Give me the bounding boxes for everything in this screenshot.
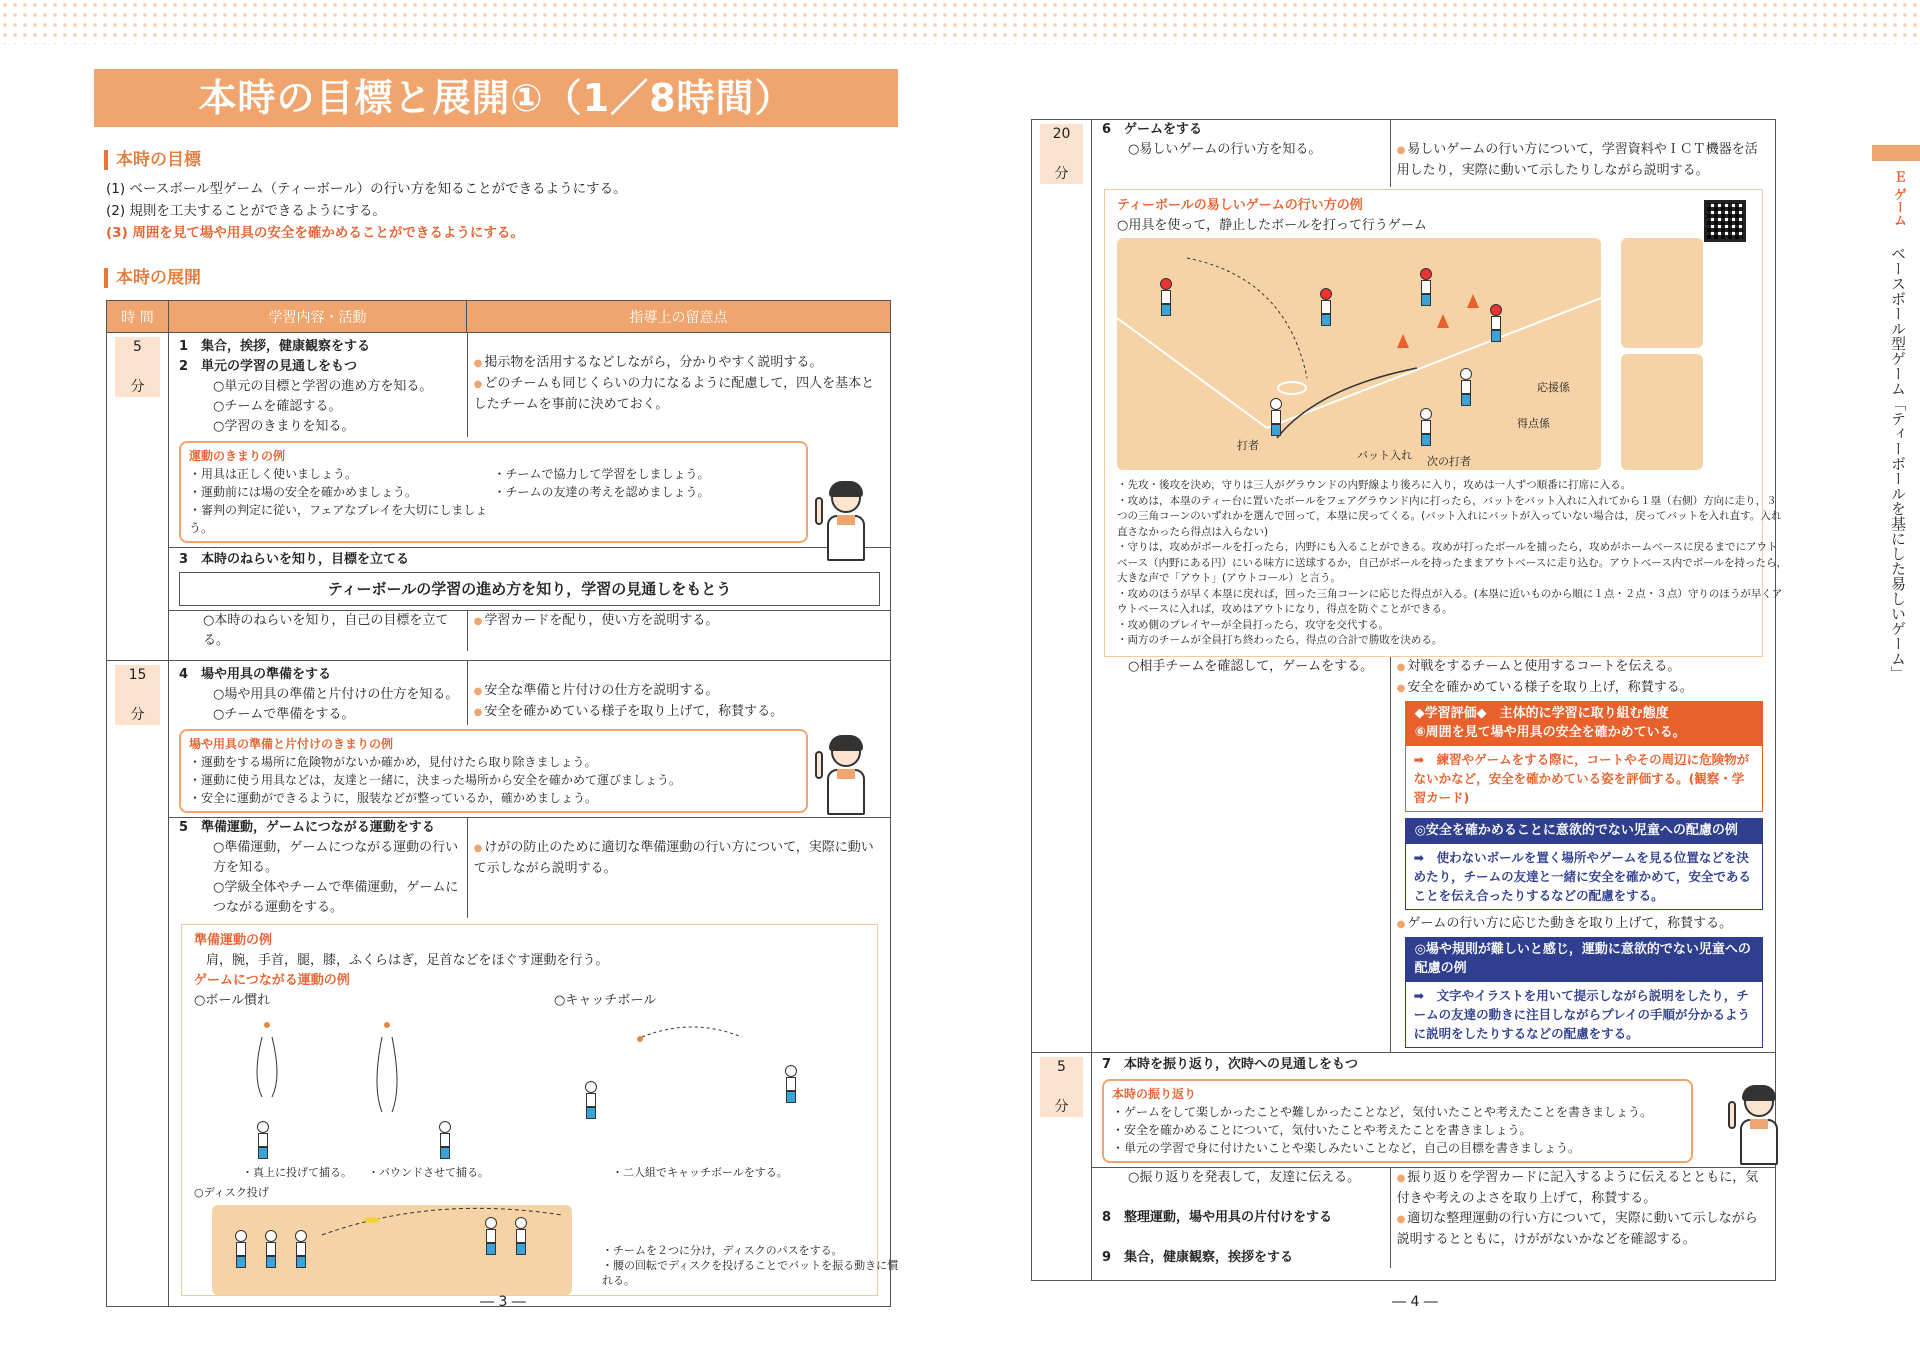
evaluation-box: ◆学習評価◆ 主体的に学習に取り組む態度 ⑥周囲を見て場や用具の安全を確かめている。 ➡ 練習やゲームをする際に，コートやその周辺に危険物がないかなど，安全を確かめている姿を評価する。(観察・学習カード)	[1405, 701, 1763, 812]
step-4: 4 場や用具の準備をする	[179, 667, 332, 682]
step-8: 8 整理運動，場や用具の片付けをする	[1102, 1210, 1333, 1225]
note-2-2: ● どのチームも同じくらいの力になるように配慮して，四人を基本としたチームを事前に決めておく。	[474, 374, 884, 415]
row-block-3: 6 ゲームをする ○易しいゲームの行い方を知る。 ● 易しいゲームの行い方について，学習資料やＩＣＴ機器を活用したり，実際に動いて示したりしながら説明する。 ティーボールの易しいゲームの行い方の例 ○用具を使って，静止したボールを打って行うゲーム 打者 バット入れ 次の打者 応援係 得点係 ・先攻・後攻を決め，守りは三人がグラウンドの内野線より後ろに入り，攻めは一人ずつ順番に打席に入る。 ・攻めは，本塁のティー台に置いたボールをフェアグラウンド内に打ったら，バットをバット入れに入れてから１塁（右側）方向に走り，３つの三角コーンのいずれかを選んで回って，本塁に戻ってくる。(バット入れにバットが入っていない場合は，戻ってバットを入れ直す。入れ直さなかったら得点は入らない) ・守りは，攻めがボールを打ったら，内野にも入ることができる。攻めが打ったボールを捕ったら，攻めがホームベースに戻るまでにアウトベース（内野にある円）にいる味方に送球するか，自己がボールを持ったままアウトベースに走り込む。アウトベース内でボールを持ったら，大きな声で「アウト」(アウトコール）と言う。 ・攻めのほうが早く本塁に戻れば，回った三角コーンに応じた得点が入る。(本塁に近いものから順に１点・２点・３点）守りのほうが早くアウトベースに入れば，攻めはアウトになり，得点を防ぐことができる。 ・攻め側のプレイヤーが全員打ったら，攻守を交代する。 ・両方のチームが全員打ち終わったら，得点の合計で勝敗を決める。 ○相手チームを確認して，ゲームをする。 ● 対戦をするチームと使用するコートを伝える。 ● 安全を確かめている様子を取り上げ，称賛する。 ◆学習評価◆ 主体的に学習に取り組む態度 ⑥周囲を見て場や用具の安全を確かめている。 ➡ 練習やゲームをする際に，コートやその周辺に危険物がないかなど，安全を確かめている姿を評価する。(観察・学習カード) ◎安全を確かめることに意欲的でない児童への配慮の例 ➡ 使わないボールを置く場所やゲームを見る位置などを決めたり，チームの友達と一緒に安全を確かめて，安全であることを伝え合ったりするなどの配慮をする。 ● ゲームの行い方に応じた動きを取り上げて，称賛する。 ◎場や規則が難しいと感じ，運動に意欲的でない児童への配慮の例 ➡ 文字やイラストを用いて提示しながら説明をしたり，チームの友達の動きに注目しながらプレイの手順が分かるように説明をしたりするなどの配慮をする。	[1092, 120, 1776, 1053]
tee-ball-game-box: ティーボールの易しいゲームの行い方の例 ○用具を使って，静止したボールを打って行うゲーム 打者 バット入れ 次の打者 応援係 得点係 ・先攻・後攻を決め，守りは三人がグラウンドの内野線より後ろに入り，攻めは一人ずつ順番に打席に入る。 ・攻めは，本塁のティー台に置いたボールをフェアグラウンド内に打ったら，バットをバット入れに入れてから１塁（右側）方向に走り，３つの三角コーンのいずれかを選んで回って，本塁に戻ってくる。(バット入れにバットが入っていない場合は，戻ってバットを入れ直す。入れ直さなかったら得点は入らない) ・守りは，攻めがボールを打ったら，内野にも入ることができる。攻めが打ったボールを捕ったら，攻めがホームベースに戻るまでにアウトベース（内野にある円）にいる味方に送球するか，自己がボールを持ったままアウトベースに走り込む。アウトベース内でボールを持ったら，大きな声で「アウト」(アウトコール）と言う。 ・攻めのほうが早く本塁に戻れば，回った三角コーンに応じた得点が入る。(本塁に近いものから順に１点・２点・３点）守りのほうが早くアウトベースに入れば，攻めはアウトになり，得点を防ぐことができる。 ・攻め側のプレイヤーが全員打ったら，攻守を交代する。 ・両方のチームが全員打ち終わったら，得点の合計で勝敗を決める。	[1104, 189, 1763, 657]
note-2-1: ● 掲示物を活用するなどしながら，分かりやすく説明する。	[474, 353, 884, 374]
qr-code-icon	[1704, 200, 1746, 242]
right-page	[960, 0, 1920, 1358]
rules-callout: 運動のきまりの例 ・用具は正しく使いましょう。 ・運動前には場の安全を確かめましょう。 ・審判の判定に従い，フェアなプレイを大切にしましょう。 ・チームで協力して学習をしましょう。 ・チームの友達の考えを認めましょう。	[179, 441, 808, 543]
step-2: 2 単元の学習の見通しをもつ	[179, 359, 358, 374]
row-block-4: 7 本時を振り返り，次時への見通しをもつ 本時の振り返り ・ゲームをして楽しかったことや難しかったことなど，気付いたことや考えたことを書きましょう。 ・安全を確かめることについて，気付いたことや考えたことを書きましょう。 ・単元の学習で身に付けたいことや楽しみたいことなど，自己の目標を書きましょう。 ○振り返りを発表して，友達に伝える。 8 整理運動，場や用具の片付けをする 9 集合，健康観察，挨拶をする ● 振り返りを学習カードに記入するように伝えるとともに，気付きや考えのよさを取り上げて，称賛する。 ● 適切な整理運動の行い方について，実際に動いて示しながら説明するとともに，けががないかなどを確認する。	[1092, 1053, 1776, 1281]
prep-callout: 場や用具の準備と片付けのきまりの例 ・運動をする場所に危険物がないか確かめ，見付けたら取り除きましょう。 ・運動に使う用具などは，友達と一緒に，決まった場所から安全を確かめて運びましょう。 ・安全に運動ができるように，服装などが整っているか，確かめましょう。	[179, 729, 808, 813]
page-title: 本時の目標と展開①（1／8時間）	[94, 69, 898, 127]
goal-1: (1) ベースボール型ゲーム（ティーボール）の行い方を知ることができるようにする。	[106, 181, 627, 197]
kid-icon	[482, 1217, 500, 1257]
disc-path	[312, 1195, 572, 1255]
time-cell-15min: 15 分	[107, 661, 169, 1307]
side-tab	[1872, 145, 1920, 161]
kid-icon	[262, 1230, 280, 1270]
goal-3: (3) 周囲を見て場や用具の安全を確かめることができるようにする。	[106, 225, 524, 241]
header-notes: 指導上の留意点	[467, 301, 891, 333]
teacher-illustration-3	[1732, 1087, 1784, 1167]
row-block-2: 4 場や用具の準備をする ○場や用具の準備と片付けの仕方を知る。 ○チームで準備をする。 ● 安全な準備と片付けの仕方を説明する。 ● 安全を確かめている様子を取り上げて，称賛する。 場や用具の準備と片付けのきまりの例 ・運動をする場所に危険物がないか確かめ，見付けたら取り除きましょう。 ・運動に使う用具などは，友達と一緒に，決まった場所から安全を確かめて運びましょう。 ・安全に運動ができるように，服装などが整っているか，確かめましょう。 5 準備運動，ゲームにつながる運動をする ○準備運動，ゲームにつながる運動の行い方を知る。 ○学級全体やチームで準備運動，ゲームにつながる運動をする。 ● けがの防止のために適切な準備運動の行い方について，実際に動いて示しながら説明する。 準備運動の例 肩，腕，手首，腿，膝，ふくらはぎ，足首などをほぐす運動を行う。 ゲームにつながる運動の例 ○ボール慣れ ○キャッチボール ・真上に投げて捕る。 ・バウンドさせて捕る。 ・二人組でキャッチボールをする。 ○ディスク投げ ・チームを２つに分け，ディスクのパスをする。 ・腰の回転でディスクを投げることでバットを振る動きに慣れる。	[169, 661, 891, 1307]
warmup-examples-box: 準備運動の例 肩，腕，手首，腿，膝，ふくらはぎ，足首などをほぐす運動を行う。 ゲームにつながる運動の例 ○ボール慣れ ○キャッチボール ・真上に投げて捕る。 ・バウンドさせて捕る。 ・二人組でキャッチボールをする。 ○ディスク投げ ・チームを２つに分け，ディスクのパスをする。 ・腰の回転でディスクを投げることでバットを振る動きに慣れる。	[181, 924, 878, 1296]
flow-heading: 本時の展開	[104, 268, 201, 288]
page-number-left: ― 3 ―	[480, 1294, 526, 1310]
kid-icon	[1157, 278, 1175, 318]
kid-icon	[782, 1065, 800, 1105]
step-1: 1 集合，挨拶，健康観察をする	[179, 339, 371, 354]
kid-icon	[1417, 268, 1435, 308]
time-cell-20min: 20 分	[1032, 120, 1092, 1053]
ball-practice-illustration	[242, 1017, 842, 1127]
care-box-1: ◎安全を確かめることに意欲的でない児童への配慮の例 ➡ 使わないボールを置く場所やゲームを見る位置などを決めたり，チームの友達と一緒に安全を確かめて，安全であることを伝え合ったりするなどの配慮をする。	[1405, 818, 1763, 910]
kid-icon	[232, 1230, 250, 1270]
field-lines	[1117, 238, 1601, 470]
care-box-2: ◎場や規則が難しいと感じ，運動に意欲的でない児童への配慮の例 ➡ 文字やイラストを用いて提示しながら説明をしたり，チームの友達の動きに注目しながらプレイの手順が分かるように説明をしたりするなどの配慮をする。	[1405, 937, 1763, 1048]
kid-icon	[512, 1217, 530, 1257]
goal-2: (2) 規則を工夫することができるようにする。	[106, 203, 386, 219]
kid-icon	[292, 1230, 310, 1270]
kid-icon	[1417, 408, 1435, 448]
kid-icon	[1457, 368, 1475, 408]
header-activity: 学習内容・活動	[169, 301, 467, 333]
tee-ball-field: 打者 バット入れ 次の打者 応援係 得点係	[1117, 238, 1601, 470]
out-call-illustration	[1621, 354, 1703, 470]
step-9: 9 集合，健康観察，挨拶をする	[1102, 1250, 1294, 1265]
tee-ball-rules: ・先攻・後攻を決め，守りは三人がグラウンドの内野線より後ろに入り，攻めは一人ずつ順番に打席に入る。 ・攻めは，本塁のティー台に置いたボールをフェアグラウンド内に打ったら，バットをバット入れに入れてから１塁（右側）方向に走り，３つの三角コーンのいずれかを選んで回って，本塁に戻ってくる。(バット入れにバットが入っていない場合は，戻ってバットを入れ直す。入れ直さなかったら得点は入らない) ・守りは，攻めがボールを打ったら，内野にも入ることができる。攻めが打ったボールを捕ったら，攻めがホームベースに戻るまでにアウトベース（内野にある円）にいる味方に送球するか，自己がボールを持ったままアウトベースに走り込む。アウトベース内でボールを持ったら，大きな声で「アウト」(アウトコール）と言う。 ・攻めのほうが早く本塁に戻れば，回った三角コーンに応じた得点が入る。(本塁に近いものから順に１点・２点・３点）守りのほうが早くアウトベースに入れば，攻めはアウトになり，得点を防ぐことができる。 ・攻め側のプレイヤーが全員打ったら，攻守を交代する。 ・両方のチームが全員打ち終わったら，得点の合計で勝敗を決める。	[1117, 479, 1788, 646]
teacher-illustration-2	[819, 737, 871, 817]
time-cell-5min: 5 分	[107, 333, 169, 661]
step-6: 6 ゲームをする	[1102, 122, 1203, 137]
header-time: 時 間	[107, 301, 169, 333]
lesson-table-right	[1031, 119, 1788, 1281]
cone-run-illustration	[1621, 238, 1703, 348]
side-title: Ｅ ゲーム ベースボール型ゲーム「ティーボールを基にした易しいゲーム」	[1889, 170, 1907, 681]
step-3: 3 本時のねらいを知り，目標を立てる	[169, 547, 890, 570]
time-cell-5min-b: 5 分	[1032, 1053, 1092, 1281]
kid-icon	[1317, 288, 1335, 328]
kid-icon	[436, 1121, 454, 1161]
step-7: 7 本時を振り返り，次時への見通しをもつ	[1102, 1057, 1359, 1072]
kid-icon	[254, 1121, 272, 1161]
page-number-right: ― 4 ―	[1392, 1294, 1438, 1310]
row-block-1: 1 集合，挨拶，健康観察をする 2 単元の学習の見通しをもつ ○単元の目標と学習の進め方を知る。 ○チームを確認する。 ○学習のきまりを知る。 ● 掲示物を活用するなどしながら，分かりやすく説明する。 ● どのチームも同じくらいの力になるように配慮して，四人を基本としたチームを事前に決めておく。 運動のきまりの例 ・用具は正しく使いましょう。 ・運動前には場の安全を確かめましょう。 ・審判の判定に従い，フェアなプレイを大切にしましょう。 ・チームで協力して学習をしましょう。 ・チームの友達の考えを認めましょう。 3 本時のねらいを知り，目標を立てる ティーボールの学習の進め方を知り，学習の見通しをもとう ○本時のねらいを知り，自己の目標を立てる。 ● 学習カードを配り，使い方を説明する。	[169, 333, 891, 661]
kid-icon	[582, 1081, 600, 1121]
teacher-illustration	[819, 483, 871, 563]
kid-icon	[1487, 304, 1505, 344]
lesson-table-left	[106, 300, 899, 1307]
kid-icon	[1267, 398, 1285, 438]
reflection-callout: 本時の振り返り ・ゲームをして楽しかったことや難しかったことなど，気付いたことや考えたことを書きましょう。 ・安全を確かめることについて，気付いたことや考えたことを書きましょう。 ・単元の学習で身に付けたいことや楽しみたいことなど，自己の目標を書きましょう。	[1102, 1079, 1693, 1163]
step-5: 5 準備運動，ゲームにつながる運動をする	[179, 820, 435, 835]
goal-heading: 本時の目標	[104, 150, 201, 170]
lesson-aim: ティーボールの学習の進め方を知り，学習の見通しをもとう	[179, 572, 880, 606]
